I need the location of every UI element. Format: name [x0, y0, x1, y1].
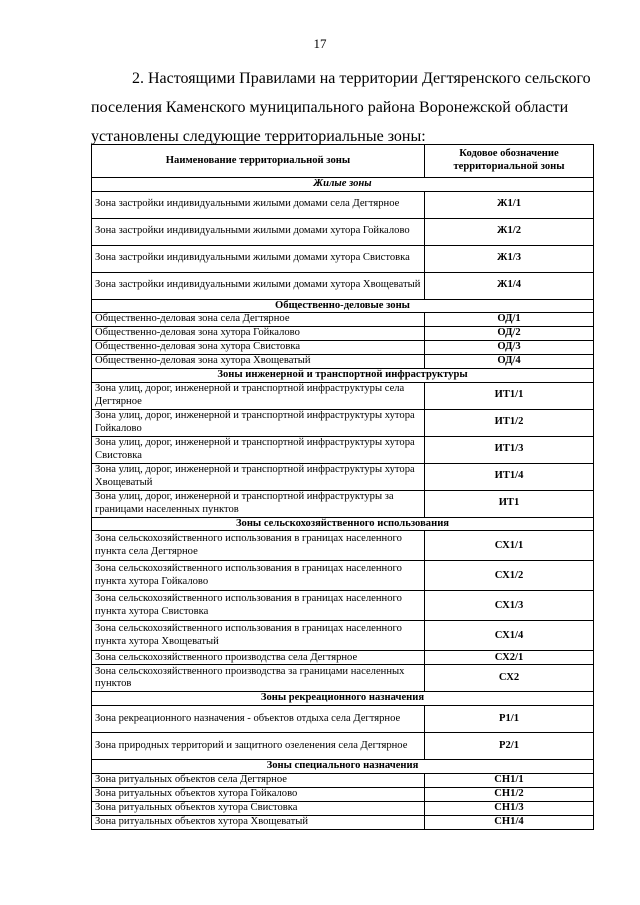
intro-paragraph	[91, 64, 592, 151]
zone-code: СХ1/1	[425, 531, 594, 561]
table-row	[92, 732, 594, 759]
zone-name: Зона ритуальных объектов села Дегтярное	[92, 773, 425, 787]
table-row	[92, 245, 594, 272]
zone-name: Общественно-деловая зона хутора Свистовка	[92, 341, 425, 355]
zone-code: Р1/1	[425, 705, 594, 732]
zone-code: СН1/2	[425, 787, 594, 801]
zone-code: СХ2	[425, 665, 594, 692]
table-row	[92, 382, 594, 409]
group-title: Зоны инженерной и транспортной инфраструктуры	[92, 369, 594, 383]
group-title: Зоны сельскохозяйственного использования	[92, 517, 594, 531]
intro-line-2: поселения Каменского муниципального района Воронежской области	[91, 99, 569, 116]
zone-name: Зона застройки индивидуальными жилыми домами села Дегтярное	[92, 191, 425, 218]
zone-code: Р2/1	[425, 732, 594, 759]
table-row	[92, 621, 594, 651]
zone-code: СН1/4	[425, 815, 594, 829]
zone-code: ИТ1/4	[425, 463, 594, 490]
table-row	[92, 218, 594, 245]
group-title: Жилые зоны	[92, 178, 594, 192]
table-row	[92, 313, 594, 327]
zone-code: СХ1/2	[425, 561, 594, 591]
table-row	[92, 651, 594, 665]
table-row	[92, 531, 594, 561]
zone-name: Зона природных территорий и защитного озеленения села Дегтярное	[92, 732, 425, 759]
group-row-residential	[92, 178, 594, 192]
zone-code: Ж1/3	[425, 245, 594, 272]
group-row-recreational	[92, 692, 594, 706]
header-zone-name: Наименование территориальной зоны	[92, 145, 425, 178]
zone-name: Зона сельскохозяйственного производства за границами населенных пунктов	[92, 665, 425, 692]
table-row	[92, 787, 594, 801]
zone-code: СН1/3	[425, 801, 594, 815]
zone-name: Зона улиц, дорог, инженерной и транспортной инфраструктуры за границами населенных пунктов	[92, 490, 425, 517]
table-row	[92, 272, 594, 299]
zone-code: Ж1/1	[425, 191, 594, 218]
table-row	[92, 191, 594, 218]
zone-name: Зона ритуальных объектов хутора Хвощеватый	[92, 815, 425, 829]
zone-name: Зона улиц, дорог, инженерной и транспортной инфраструктуры хутора Хвощеватый	[92, 463, 425, 490]
zone-code: СХ1/3	[425, 591, 594, 621]
zone-name: Зона улиц, дорог, инженерной и транспортной инфраструктуры хутора Гойкалово	[92, 409, 425, 436]
zone-code: Ж1/2	[425, 218, 594, 245]
header-zone-code: Кодовое обозначение территориальной зоны	[425, 145, 594, 178]
table-row	[92, 705, 594, 732]
zone-name: Зона сельскохозяйственного использования в границах населенного пункта хутора Хвощеватый	[92, 621, 425, 651]
table-row	[92, 490, 594, 517]
zone-name: Зона застройки индивидуальными жилыми домами хутора Гойкалово	[92, 218, 425, 245]
table-row	[92, 436, 594, 463]
zone-code: ИТ1/3	[425, 436, 594, 463]
group-title: Общественно-деловые зоны	[92, 299, 594, 313]
zone-name: Общественно-деловая зона хутора Хвощеватый	[92, 355, 425, 369]
group-row-public-business	[92, 299, 594, 313]
zone-name: Зона застройки индивидуальными жилыми домами хутора Свистовка	[92, 245, 425, 272]
zone-name: Зона улиц, дорог, инженерной и транспортной инфраструктуры села Дегтярное	[92, 382, 425, 409]
zone-code: ИТ1/2	[425, 409, 594, 436]
table-row	[92, 341, 594, 355]
zone-code: Ж1/4	[425, 272, 594, 299]
intro-line-1: 2. Настоящими Правилами на территории Дегтяренского сельского	[132, 70, 591, 87]
page-number: 17	[313, 36, 327, 51]
zone-code: ОД/4	[425, 355, 594, 369]
zone-name: Зона сельскохозяйственного использования в границах населенного пункта хутора Гойкалово	[92, 561, 425, 591]
group-row-special	[92, 759, 594, 773]
zone-name: Зона сельскохозяйственного использования в границах населенного пункта хутора Свистовка	[92, 591, 425, 621]
group-title: Зоны специального назначения	[92, 759, 594, 773]
group-title: Зоны рекреационного назначения	[92, 692, 594, 706]
intro-line-3: установлены следующие территориальные зоны:	[91, 128, 426, 145]
zone-code: СХ2/1	[425, 651, 594, 665]
zone-name: Зона улиц, дорог, инженерной и транспортной инфраструктуры хутора Свистовка	[92, 436, 425, 463]
zone-name: Общественно-деловая зона села Дегтярное	[92, 313, 425, 327]
zone-code: ИТ1	[425, 490, 594, 517]
table-row	[92, 463, 594, 490]
group-row-agricultural	[92, 517, 594, 531]
table-row	[92, 665, 594, 692]
table-row	[92, 773, 594, 787]
table-row	[92, 801, 594, 815]
table-row	[92, 591, 594, 621]
table-row	[92, 327, 594, 341]
zone-name: Общественно-деловая зона хутора Гойкалово	[92, 327, 425, 341]
zone-name: Зона рекреационного назначения - объектов отдыха села Дегтярное	[92, 705, 425, 732]
zone-code: ОД/2	[425, 327, 594, 341]
table-header-row	[92, 145, 594, 178]
table-row	[92, 815, 594, 829]
zones-table	[91, 144, 594, 830]
zone-name: Зона ритуальных объектов хутора Свистовка	[92, 801, 425, 815]
zone-name: Зона застройки индивидуальными жилыми домами хутора Хвощеватый	[92, 272, 425, 299]
table-row	[92, 409, 594, 436]
zone-name: Зона ритуальных объектов хутора Гойкалово	[92, 787, 425, 801]
group-row-infrastructure	[92, 369, 594, 383]
table-row	[92, 561, 594, 591]
zone-code: ИТ1/1	[425, 382, 594, 409]
zone-code: СХ1/4	[425, 621, 594, 651]
zone-name: Зона сельскохозяйственного производства села Дегтярное	[92, 651, 425, 665]
zone-code: ОД/1	[425, 313, 594, 327]
zone-name: Зона сельскохозяйственного использования в границах населенного пункта села Дегтярное	[92, 531, 425, 561]
zone-code: СН1/1	[425, 773, 594, 787]
zone-code: ОД/3	[425, 341, 594, 355]
table-row	[92, 355, 594, 369]
